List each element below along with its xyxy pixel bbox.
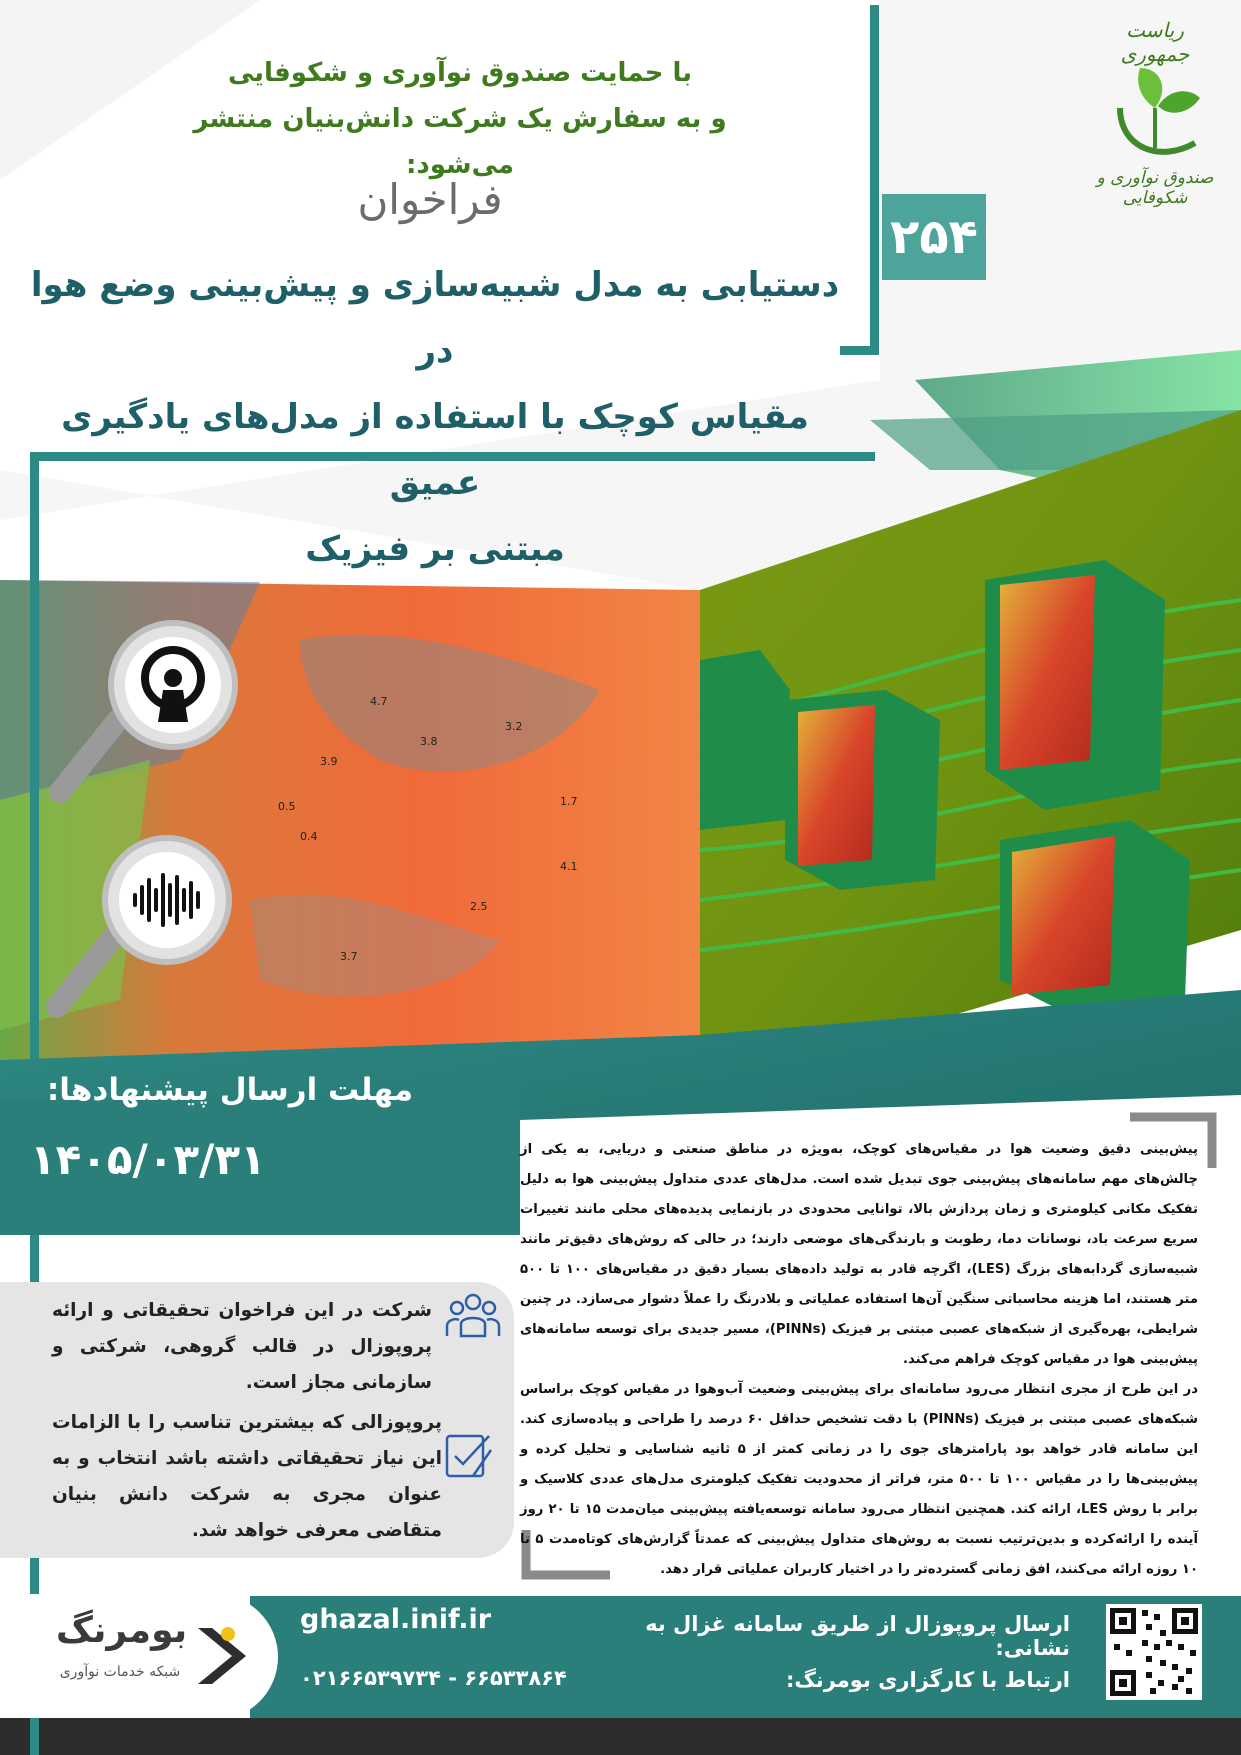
map-value: 4.7: [370, 695, 388, 708]
title-line-1: دستیابی به مدل شبیه‌سازی و پیش‌بینی وضع هوا در: [30, 265, 840, 371]
sponsor-line-2: و به سفارش یک شرکت دانش‌بنیان منتشر می‌شود:: [193, 104, 727, 180]
deadline-label: مهلت ارسال پیشنهادها:: [46, 1072, 414, 1108]
ghazal-link[interactable]: ghazal.inif.ir: [300, 1604, 492, 1635]
send-proposal-label: ارسال پروپوزال از طریق سامانه غزال به نشانی:: [645, 1612, 1070, 1660]
map-value: 3.7: [340, 950, 358, 963]
sponsor-line-1: با حمایت صندوق نوآوری و شکوفایی: [227, 58, 693, 88]
description-paragraph-1: پیش‌بینی دقیق وضعیت هوا در مقیاس‌های کوچک، به‌ویژه در مناطق صنعتی و دریایی، به یکی از چالش‌های مهم سامانه‌های پیش‌بینی جوی تبدیل شده است. مدل‌های عددی متداول پیش‌بینی هوا به دلیل تفکیک مکانی کیلومتری و زمان پردازش بالا، توانایی محدودی در بازنمایی پدیده‌های محلی مانند تغییرات سریع سرعت باد، نوسانات دما، رطوبت و بارندگی‌های موضعی دارند؛ در حالی که روش‌های دقیق‌تر مانند شبیه‌سازی گردابه‌های بزرگ (LES)، اگرچه قادر به تولید داده‌های بسیار دقیق در مقیاس‌های ۱۰۰ تا ۵۰۰ متر هستند، اما هزینه محاسباتی سنگین آن‌ها استفاده عملیاتی و بلادرنگ را عملاً دشوار می‌سازد. در چنین شرایطی، بهره‌گیری از شبکه‌های عصبی مبتنی بر فیزیک (PINNs)، مسیر جدیدی برای توسعه سامانه‌های پیش‌بینی هوا در مقیاس کوچک فراهم می‌کند.: [520, 1142, 1198, 1367]
sponsor-text: [160, 50, 760, 188]
map-value: 3.2: [505, 720, 523, 733]
description-paragraph-2: در این طرح از مجری انتظار می‌رود سامانه‌ای برای پیش‌بینی وضعیت آب‌وهوا در مقیاس کوچک براساس شبکه‌های عصبی مبتنی بر فیزیک (PINNs) با دقت تشخیص حداقل ۶۰ درصد را طراحی و پیاده‌سازی کند. این سامانه قادر خواهد بود پارامترهای جوی را در زمانی کمتر از ۵ ثانیه شناسایی و تحلیل کرده و پیش‌بینی‌ها را در مقیاس ۱۰۰ تا ۵۰۰ متر، فراتر از محدودیت تفکیک کیلومتری مدل‌های عددی کلاسیک و برابر با روش LES، ارائه کند. همچنین انتظار می‌رود سامانه توسعه‌یافته پیش‌بینی میان‌مدت ۱۵ تا ۲۰ روز آینده را ارائه‌کرده و بدین‌ترتیب نسبت به روش‌های متداول پیش‌بینی که عمدتاً گزارش‌های کوتاه‌مدت ۵ تا ۱۰ روزه ارائه می‌کنند، افق زمانی گسترده‌تر را در اختیار کاربران عملیاتی قرار دهد.: [520, 1382, 1198, 1577]
page-title: [20, 252, 850, 582]
qr-code[interactable]: [1106, 1604, 1202, 1700]
contact-label: ارتباط با کارگزاری بومرنگ:: [785, 1668, 1070, 1692]
bottom-strip: [0, 1718, 1241, 1755]
logo-bottom-text: صندوق نوآوری و شکوفایی: [1096, 168, 1214, 208]
boomerang-logo-icon: [190, 1622, 260, 1692]
title-line-2: مقیاس کوچک با استفاده از مدل‌های یادگیری عمیق: [61, 397, 809, 503]
info-item-1: شرکت در این فراخوان تحقیقاتی و ارائه پروپوزال در قالب گروهی، شرکتی و سازمانی مجاز است.: [52, 1300, 432, 1393]
group-people-icon: [445, 1292, 501, 1340]
qr-code-icon: [1106, 1604, 1202, 1700]
map-value: 4.1: [560, 860, 578, 873]
call-number-badge: ۲۵۴: [882, 194, 986, 280]
frame-line-bottom: [30, 1718, 39, 1755]
call-word: فراخوان: [357, 175, 503, 224]
deadline-date: ۱۴۰۵/۰۳/۳۱: [30, 1135, 266, 1184]
map-value: 2.5: [470, 900, 488, 913]
sound-wave-magnifier-icon: [45, 835, 245, 1025]
title-line-3: مبتنی بر فیزیک: [305, 529, 565, 569]
map-value: 0.4: [300, 830, 318, 843]
radio-tower-magnifier-icon: [48, 620, 248, 810]
plant-logo-icon: [1100, 48, 1210, 168]
map-value: 0.5: [278, 800, 296, 813]
contact-phones: ۰۲۱۶۶۵۳۹۷۳۴ - ۶۶۵۳۳۸۶۴: [300, 1666, 567, 1690]
brand-subtitle: شبکه خدمات نوآوری: [59, 1664, 181, 1680]
map-value: 3.9: [320, 755, 338, 768]
map-value: 3.8: [420, 735, 438, 748]
brand-name: بومرنگ: [56, 1610, 188, 1651]
description: [520, 1135, 1198, 1585]
logo-top-text: ریاست جمهوری: [1120, 18, 1190, 66]
map-value: 1.7: [560, 795, 578, 808]
checklist-icon: [443, 1430, 499, 1482]
info-item-2: پروپوزالی که بیشترین تناسب را با الزامات این نیاز تحقیقاتی داشته باشد انتخاب و به عنوان مجری به شرکت دانش بنیان متقاضی معرفی خواهد شد.: [52, 1412, 442, 1541]
